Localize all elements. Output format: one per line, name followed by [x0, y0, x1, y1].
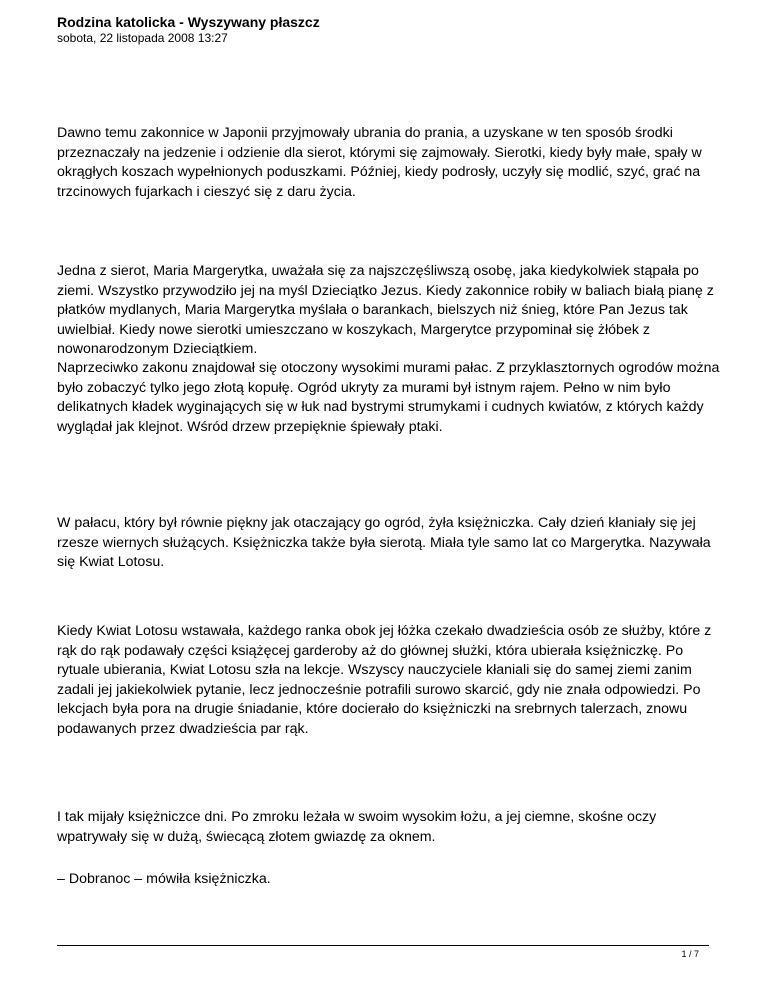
page-number: 1 / 7 — [681, 949, 699, 959]
paragraph-1: Dawno temu zakonnice w Japonii przyjmowały ubrania do prania, a uzyskane w ten sposób środki przeznaczały na jedzenie i odzienie dla sierot, którymi się zajmowały. Sierotki, kiedy były małe, spały w okrągłych koszach wypełnionych poduszkami. Później, kiedy podrosły, uczyły się modlić, szyć, grać na trzcinowych fujarkach i cieszyć się z daru życia. — [57, 125, 702, 200]
document-date: sobota, 22 listopada 2008 13:27 — [57, 31, 228, 45]
document-title: Rodzina katolicka - Wyszywany płaszcz — [57, 14, 320, 30]
paragraph-7: – Dobranoc – mówiła księżniczka. — [57, 871, 271, 887]
paragraph-2: Jedna z sierot, Maria Margerytka, uważała się za najszczęśliwszą osobę, jaka kiedykolwiek stąpała po ziemi. Wszystko przywodziło jej na myśl Dzieciątko Jezus. Kiedy zakonnice robiły w baliach białą pianę z płatków mydlanych, Maria Margerytka myślała o barankach, bielszych niż śnieg, które Pan Jezus tak uwielbiał. Kiedy nowe sierotki umieszczano w koszykach, Margerytce przypominał się żłóbek z nowonarodzonym Dzieciątkiem. — [57, 263, 714, 357]
page-header — [57, 14, 320, 45]
paragraph-5: Kiedy Kwiat Lotosu wstawała, każdego ranka obok jej łóżka czekało dwadzieścia osób ze służby, które z rąk do rąk podawały części książęcej garderoby aż do głównej służki, która ubierała księżniczkę. Po rytuale ubierania, Kwiat Lotosu szła na lekcje. Wszyscy nauczyciele kłaniali się do samej ziemi zanim zadali jej jakiekolwiek pytanie, lecz jednocześnie potrafili surowo skarcić, gdy nie znała odpowiedzi. Po lekcjach była pora na drugie śniadanie, które docierało do księżniczki na srebrnych talerzach, znowu podawanych przez dwadzieścia par rąk. — [57, 623, 712, 737]
paragraph-6: I tak mijały księżniczce dni. Po zmroku leżała w swoim wysokim łożu, a jej ciemne, skośne oczy wpatrywały się w dużą, świecącą złotem gwiazdę za oknem. — [57, 809, 657, 845]
paragraph-3: Naprzeciwko zakonu znajdował się otoczony wysokimi murami pałac. Z przyklasztornych ogrodów można było zobaczyć tylko jego złotą kopułę. Ogród ukryty za murami był istnym rajem. Pełno w nim było delikatnych kładek wyginających się w łuk nad bystrymi strumykami i cudnych kwiatów, z których każdy wyglądał jak klejnot. Wśród drzew przepięknie śpiewały ptaki. — [57, 360, 720, 435]
paragraph-4: W pałacu, który był równie piękny jak otaczający go ogród, żyła księżniczka. Cały dzień kłaniały się jej rzesze wiernych służących. Księżniczka także była sierotą. Miała tyle samo lat co Margerytka. Nazywała się Kwiat Lotosu. — [57, 515, 711, 570]
footer-divider — [57, 945, 709, 946]
